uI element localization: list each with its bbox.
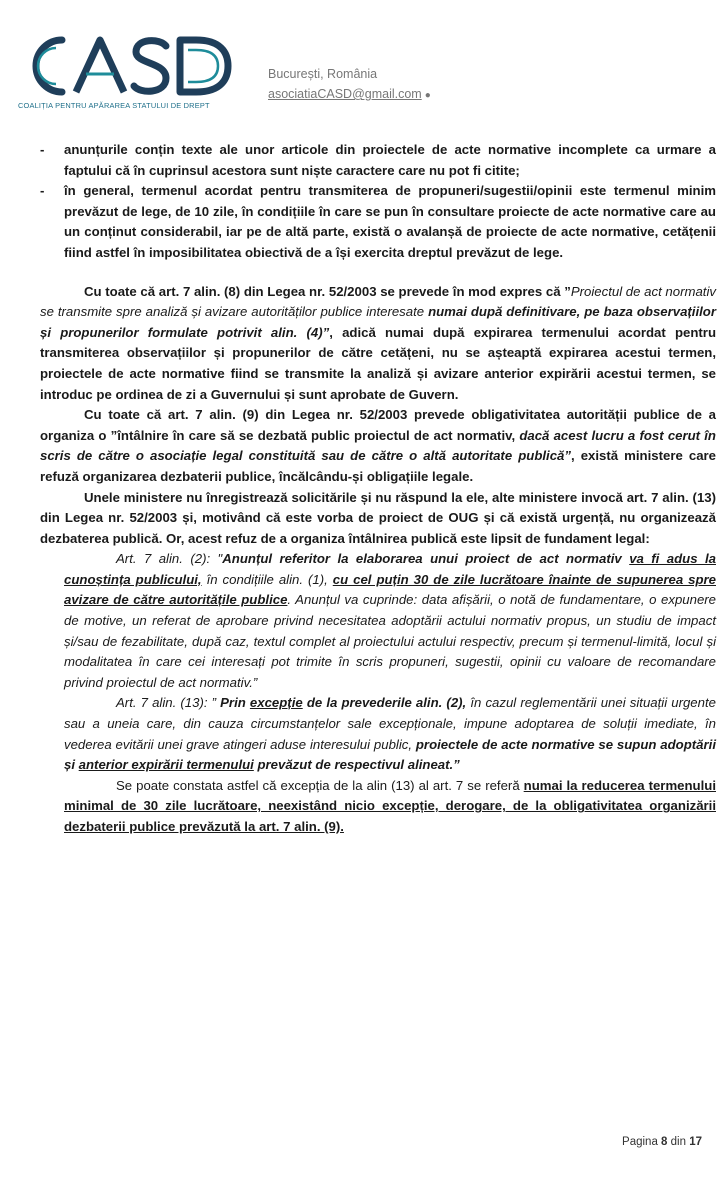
contact-block	[268, 64, 431, 106]
page-number: Pagina 8 din 17	[622, 1136, 702, 1148]
casd-logo	[14, 30, 244, 114]
paragraph-concluzie: Se poate constata astfel că excepția de la alin (13) al art. 7 se referă numai la reducerea termenului minimal de 30 zile lucrătoare, neexistând nicio excepție, derogare, de la obligativitatea organizării dezbaterii publice prevăzută la art. 7 alin. (9).	[64, 777, 716, 834]
paragraph-art7-alin8: Cu toate că art. 7 alin. (8) din Legea nr. 52/2003 se prevede în mod expres că ”Proiectul de act normativ se transmite spre analiză și avizare autorităților publice interesate numai după definitivare, pe baza observațiilor și propunerilor formulate potrivit alin. (4)”, adică numai după expirarea termenului acordat pentru transmiterea observațiilor și propunerilor de către cetățeni, nu se așteaptă expirarea acestui termen, proiectele de acte normative fiind se transmite la analiză și avizare anterior expirării acestui termen, se introduc pe ordinea de zi a Guvernului și sunt aprobate de Guvern.	[40, 283, 716, 402]
paragraph-art7-alin9: Cu toate că art. 7 alin. (9) din Legea nr. 52/2003 prevede obligativitatea autorității publice de a organiza o ”întâlnire în care să se dezbată public proiectul de act normativ, dacă acest lucru a fost cerut în scris de către o asociație legal constituită sau de către o altă autoritate publică”, există ministere care refuză organizarea dezbaterii publice, încălcându-și obligațiile legale.	[40, 407, 716, 484]
document-body	[40, 140, 716, 838]
city-line: București, România	[268, 67, 378, 81]
bullet-dot-icon: ●	[424, 90, 431, 101]
paragraph-ministere: Unele ministere nu înregistrează solicitările și nu răspund la ele, alte ministere invocă art. 7 alin. (13) din Legea nr. 52/2003 și, motivând că este vorba de proiect de OUG și că există urgență, nu organizează dezbaterea publică. Or, acest refuz de a organiza întâlnirea publică este lipsit de fundament legal:	[40, 489, 716, 546]
email-line	[268, 84, 431, 106]
quote-art7-alin2: Art. 7 alin. (2): "Anunțul referitor la elaborarea unui proiect de act normativ va fi adus la cunoștința publicului, în condițiile alin. (1), cu cel puțin 30 de zile lucrătoare înainte de supunerea spre avizare de către autoritățile publice. Anunțul va cuprinde: data afișării, o notă de fundamentare, o expunere de motive, un referat de aprobare privind necesitatea adoptării actului normativ propus, un studiu de impact și/sau de fezabilitate, după caz, textul complet al proiectului actului respectiv, precum și termenul-limită, locul și modalitatea în care cei interesați pot trimite în scris propuneri, sugestii, opinii cu valoare de recomandare privind proiectul de act normativ.”	[64, 551, 717, 690]
dash-marker: -	[40, 142, 45, 157]
email-link[interactable]: asociatiaCASD@gmail.com	[268, 87, 422, 101]
logo-tagline: COALIȚIA PENTRU APĂRAREA STATULUI DE DREPT	[18, 101, 210, 110]
bullet-item-2: - în general, termenul acordat pentru transmiterea de propuneri/sugestii/opinii este termenul minim prevăzut de lege, de 10 zile, în condițiile în care se pun în consultare proiecte de acte normative care au un conținut considerabil, iar pe de altă parte, există o avalanșă de proiecte de acte normative, cetățenii fiind astfel în imposibilitatea obiectivă de a își exercita dreptul prevăzut de lege.	[40, 183, 716, 260]
bullet-item-1: - anunțurile conțin texte ale unor articole din proiectele de acte normative incomplete ca urmare a faptului că în cuprinsul acestora sunt niște caractere care nu pot fi citite;	[40, 142, 716, 178]
quote-art7-alin13: Art. 7 alin. (13): ” Prin excepție de la prevederile alin. (2), în cazul reglementării unei situații urgente sau a uneia care, din cauza circumstanțelor sale excepționale, impune adoptarea de soluții imediate, în vederea evitării unei grave atingeri aduse interesului public, proiectele de acte normative se supun adoptării și anterior expirării termenului prevăzut de respectivul alineat.”	[64, 695, 716, 773]
dash-marker: -	[40, 183, 45, 199]
